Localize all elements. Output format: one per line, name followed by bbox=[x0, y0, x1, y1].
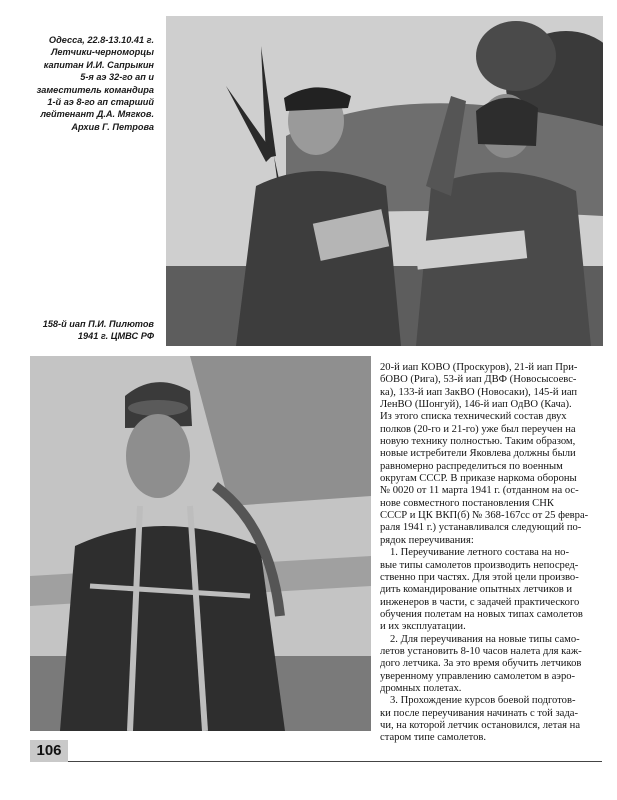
text-line: новую технику полностью. Таким образом, bbox=[380, 436, 576, 448]
text-line: Из этого списка технический состав двух bbox=[380, 411, 567, 423]
text-line: дромных полетах. bbox=[380, 682, 462, 694]
text-line: СССР и ЦК ВКП(б) № 368-167сс от 25 февра- bbox=[380, 510, 589, 522]
text-line: дить командирование опытных летчиков и bbox=[380, 584, 573, 596]
text-line: обучения полетам на новых типах самолетов bbox=[380, 608, 583, 620]
caption-line: 1941 г. ЦМВС РФ bbox=[77, 331, 154, 342]
text-line: округам СССР. В приказе наркома обороны bbox=[380, 473, 577, 485]
bottom-photo-illustration bbox=[30, 356, 371, 731]
caption-line: 5-я аэ 32-го ап и bbox=[80, 72, 154, 83]
text-line: ЛенВО (Шонгуй), 146-й иап ОдВО (Кача). bbox=[380, 399, 572, 411]
text-line: вые типы самолетов производить непосред- bbox=[380, 559, 579, 571]
text-line: раля 1941 г.) устанавливался следующий по- bbox=[380, 522, 582, 534]
page-number: 106 bbox=[30, 740, 68, 762]
caption-line: Архив Г. Петрова bbox=[71, 121, 154, 132]
text-line: 20-й иап КОВО (Проскуров), 21-й иап При- bbox=[380, 362, 578, 373]
caption-line: заместитель командира bbox=[36, 84, 154, 95]
article-text bbox=[380, 362, 602, 745]
text-line: старом типе самолетов. bbox=[380, 732, 487, 744]
bottom-photo-caption bbox=[30, 318, 154, 343]
text-line: рядок переучивания: bbox=[380, 534, 474, 546]
text-line: полков (20-го и 21-го) уже был переучен на bbox=[380, 423, 576, 435]
text-line: № 0020 от 11 марта 1941 г. (отданном на ос- bbox=[380, 485, 579, 497]
caption-line: 158-й иап П.И. Пилютов bbox=[42, 319, 154, 329]
footer-rule bbox=[68, 761, 602, 762]
text-line: равномерно распределиться по военным bbox=[380, 460, 563, 472]
bottom-photo-pilot bbox=[30, 356, 371, 731]
top-photo-two-pilots bbox=[166, 16, 603, 346]
text-line: новые истребители Яковлева должны были bbox=[380, 448, 576, 460]
text-line: уверенному управлению самолетом в аэро- bbox=[380, 670, 576, 682]
text-line: ки после переучивания начинать с той зада- bbox=[380, 707, 578, 719]
text-line: ственно при частях. Для этой цели произво- bbox=[380, 571, 579, 583]
text-line: ка), 133-й иап ЗакВО (Новосаки), 145-й иап bbox=[380, 386, 578, 398]
caption-line: Одесса, 22.8-13.10.41 г. bbox=[48, 35, 154, 45]
text-line: 1. Переучивание летного состава на но- bbox=[390, 547, 569, 559]
caption-line: капитан И.И. Сапрыкин bbox=[43, 59, 154, 70]
text-line: инженеров в части, с задачей практического bbox=[380, 596, 580, 608]
top-photo-illustration bbox=[166, 16, 603, 346]
caption-line: 1-й аэ 8-го ап старший bbox=[47, 97, 154, 108]
caption-line: Летчики-черноморцы bbox=[51, 47, 154, 58]
text-line: 3. Прохождение курсов боевой подготов- bbox=[390, 695, 576, 707]
text-line: дого летчика. За это время обучить летчиков bbox=[380, 658, 582, 670]
text-line: нове совместного постановления СНК bbox=[380, 497, 554, 509]
text-line: чи, на которой летчик остановился, летая на bbox=[380, 719, 581, 731]
text-line: и их эксплуатации. bbox=[380, 621, 466, 633]
top-photo-caption bbox=[30, 34, 154, 133]
text-line: бОВО (Рига), 53-й иап ДВФ (Новосысоевс- bbox=[380, 374, 577, 386]
text-line: летов установить 8-10 часов налета для каж- bbox=[380, 645, 582, 657]
caption-line: лейтенант Д.А. Мягков. bbox=[40, 109, 154, 120]
text-line: 2. Для переучивания на новые типы само- bbox=[390, 633, 580, 645]
